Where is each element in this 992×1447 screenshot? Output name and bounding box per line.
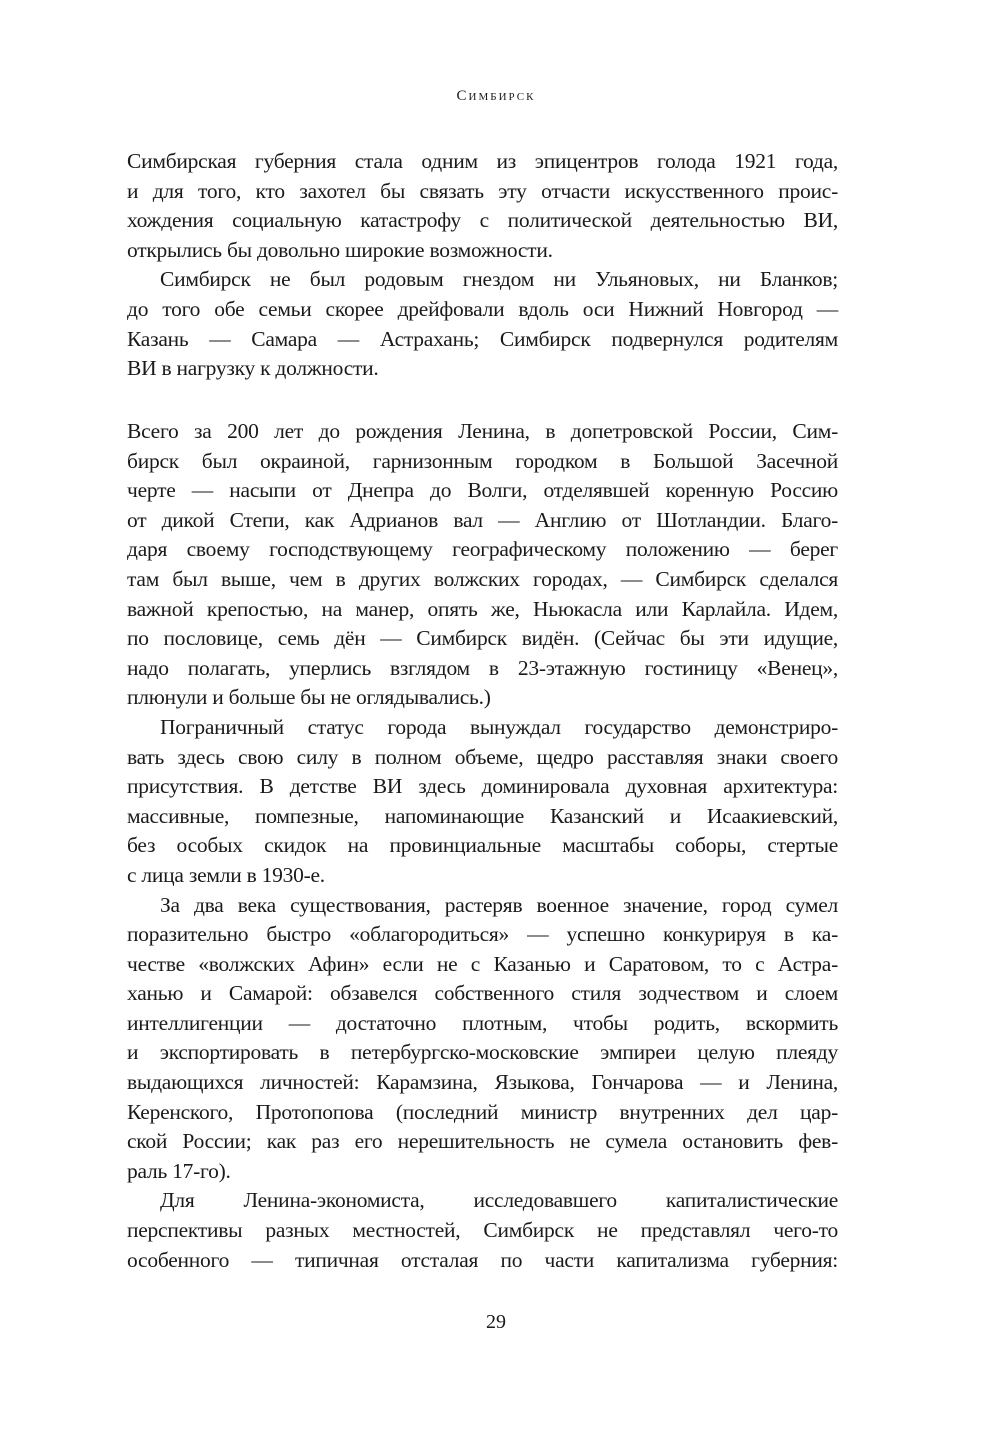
text-line: присутствия. В детстве ВИ здесь доминировала духовная архитектура:: [127, 774, 838, 799]
text-line: Для Ленина-экономиста, исследовавшего капиталистические: [160, 1188, 838, 1213]
text-line: надо полагать, уперлись взглядом в 23-этажную гостиницу «Венец»,: [127, 655, 838, 680]
paragraph: [127, 1186, 838, 1275]
running-header: Симбирск: [456, 88, 536, 104]
text-line: выдающихся личностей: Карамзина, Языкова, Гончарова — и Ленина,: [127, 1070, 838, 1095]
text-line: вать здесь свою силу в полном объеме, щедро расставляя знаки своего: [127, 744, 838, 769]
text-line: даря своему господствующему географическому положению — берег: [127, 537, 838, 562]
text-block-2: [127, 417, 838, 1275]
text-line: важной крепостью, на манер, опять же, Ньюкасла или Карлайла. Идем,: [127, 596, 838, 621]
paragraph: [127, 147, 838, 265]
text-line: особенного — типичная отсталая по части капитализма губерния:: [127, 1247, 838, 1272]
text-line: с лица земли в 1930-е.: [127, 862, 325, 887]
text-line: от дикой Степи, как Адрианов вал — Англию от Шотландии. Благо-: [127, 507, 838, 532]
text-line: перспективы разных местностей, Симбирск не представлял чего-то: [127, 1218, 838, 1243]
text-line: и для того, кто захотел бы связать эту отчасти искусственного проис-: [127, 178, 838, 203]
text-line: Казань — Самара — Астрахань; Симбирск подвернулся родителям: [127, 326, 838, 351]
text-line: раль 17-го).: [127, 1158, 231, 1183]
text-line: ВИ в нагрузку к должности.: [127, 356, 379, 381]
text-line: там был выше, чем в других волжских городах, — Симбирск сделался: [127, 566, 838, 591]
text-line: до того обе семьи скорее дрейфовали вдоль оси Нижний Новгород —: [127, 296, 838, 321]
text-line: черте — насыпи от Днепра до Волги, отделявшей коренную Россию: [127, 478, 838, 503]
text-line: За два века существования, растеряв военное значение, город сумел: [160, 892, 838, 917]
text-line: Керенского, Протопопова (последний министр внутренних дел цар-: [127, 1099, 838, 1124]
text-line: открылись бы довольно широкие возможности.: [127, 237, 553, 262]
text-line: бирск был окраиной, гарнизонным городком в Большой Засечной: [127, 448, 838, 473]
text-block-1: [127, 147, 838, 384]
page-number: 29: [486, 1311, 506, 1333]
paragraph: [127, 265, 838, 383]
text-line: интеллигенции — достаточно плотным, чтобы родить, вскормить: [127, 1010, 838, 1035]
text-line: Симбирская губерния стала одним из эпицентров голода 1921 года,: [127, 149, 838, 173]
text-line: и экспортировать в петербургско-московские эмпиреи целую плеяду: [127, 1040, 838, 1065]
paragraph: [127, 713, 838, 891]
text-line: Всего за 200 лет до рождения Ленина, в допетровской России, Сим-: [127, 419, 838, 443]
text-line: Симбирск не был родовым гнездом ни Ульяновых, ни Бланков;: [160, 267, 838, 292]
text-line: Пограничный статус города вынуждал государство демонстриро-: [160, 714, 838, 739]
text-line: ханью и Самарой: обзавелся собственного стиля зодчеством и слоем: [127, 981, 838, 1006]
text-line: по пословице, семь дён — Симбирск видён. (Сейчас бы эти идущие,: [127, 626, 838, 651]
text-line: без особых скидок на провинциальные масштабы соборы, стертые: [127, 833, 838, 858]
text-line: хождения социальную катастрофу с политической деятельностью ВИ,: [127, 208, 838, 233]
paragraph: [127, 417, 838, 713]
text-line: плюнули и больше бы не оглядывались.): [127, 685, 491, 710]
paragraph: [127, 891, 838, 1187]
text-line: честве «волжских Афин» если не с Казанью и Саратовом, то с Астра-: [127, 951, 838, 976]
text-line: массивные, помпезные, напоминающие Казанский и Исаакиевский,: [127, 803, 838, 828]
text-line: ской России; как раз его нерешительность не сумела остановить фев-: [127, 1129, 838, 1154]
text-line: поразительно быстро «облагородиться» — успешно конкурируя в ка-: [127, 922, 838, 947]
